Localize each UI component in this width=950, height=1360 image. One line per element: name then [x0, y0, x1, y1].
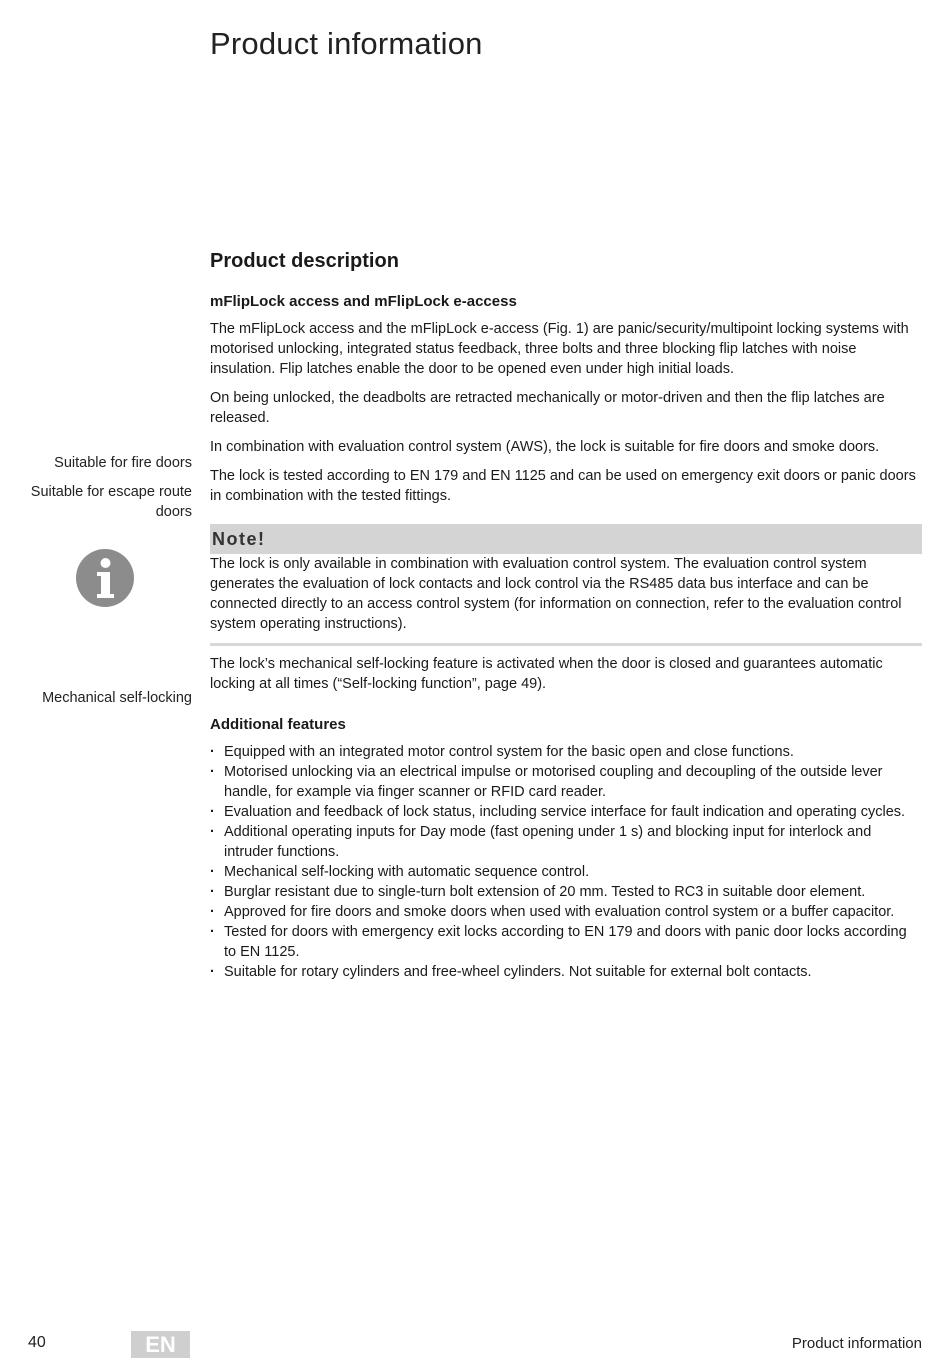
note-heading: Note!: [210, 524, 922, 554]
list-item: · Tested for doors with emergency exit locks according to EN 179 and doors with panic door locks according to EN 1125.: [210, 922, 922, 962]
additional-features-title: Additional features: [210, 716, 346, 733]
paragraph-fire-doors: In combination with evaluation control system (AWS), the lock is suitable for fire doors and smoke doors.: [210, 439, 880, 455]
page-title: Product information: [210, 26, 483, 61]
list-item: · Evaluation and feedback of lock status, including service interface for fault indication and operating cycles.: [210, 802, 922, 822]
main-content: [210, 250, 922, 982]
margin-note-mechanical-self-locking: Mechanical self-locking: [42, 690, 192, 706]
list-item: · Suitable for rotary cylinders and free-wheel cylinders. Not suitable for external bolt contacts.: [210, 962, 922, 982]
list-item: · Approved for fire doors and smoke doors when used with evaluation control system or a buffer capacitor.: [210, 902, 922, 922]
additional-features-list: [210, 742, 922, 982]
paragraph-escape-routes: The lock is tested according to EN 179 and EN 1125 and can be used on emergency exit doors or panic doors in combination with the tested fittings.: [210, 468, 916, 504]
paragraph-intro: The mFlipLock access and the mFlipLock e-access (Fig. 1) are panic/security/multipoint locking systems with motorised unlocking, integrated status feedback, three bolts and three blocking flip latches with noise insulation. Flip latches enable the door to be opened even under high initial loads.: [210, 321, 909, 377]
note-divider: [210, 643, 922, 646]
note-text: The lock is only available in combination with evaluation control system. The evaluation control system generates the evaluation of lock contacts and lock control via the RS485 data bus interface and can be connected directly to an access control system (for information on connection, refer to the evaluation control system operating instructions).: [210, 556, 902, 632]
language-badge: EN: [131, 1331, 190, 1358]
paragraph-self-locking: The lock’s mechanical self-locking feature is activated when the door is closed and guarantees automatic locking at all times (“Self-locking function”, page 49).: [210, 656, 883, 692]
footer-section-title: Product information: [791, 1335, 922, 1352]
margin-note-fire-doors: Suitable for fire doors: [54, 455, 192, 471]
list-item: · Burglar resistant due to single-turn bolt extension of 20 mm. Tested to RC3 in suitable door element.: [210, 882, 922, 902]
list-item: · Additional operating inputs for Day mode (fast opening under 1 s) and blocking input for interlock and intruder functions.: [210, 822, 922, 862]
list-item: · Mechanical self-locking with automatic sequence control.: [210, 862, 922, 882]
margin-note-escape-route-doors: Suitable for escape route doors: [30, 484, 192, 520]
list-item: · Motorised unlocking via an electrical impulse or motorised coupling and decoupling of the outside lever handle, for example via finger scanner or RFID card reader.: [210, 762, 922, 802]
note-box: [210, 524, 922, 646]
section-title: Product description: [210, 250, 399, 272]
info-icon: [76, 549, 134, 607]
list-item: · Equipped with an integrated motor control system for the basic open and close functions.: [210, 742, 922, 762]
paragraph-unlocking: On being unlocked, the deadbolts are retracted mechanically or motor-driven and then the flip latches are released.: [210, 390, 885, 426]
page-number: 40: [28, 1334, 46, 1351]
subsection-title: mFlipLock access and mFlipLock e-access: [210, 293, 517, 310]
